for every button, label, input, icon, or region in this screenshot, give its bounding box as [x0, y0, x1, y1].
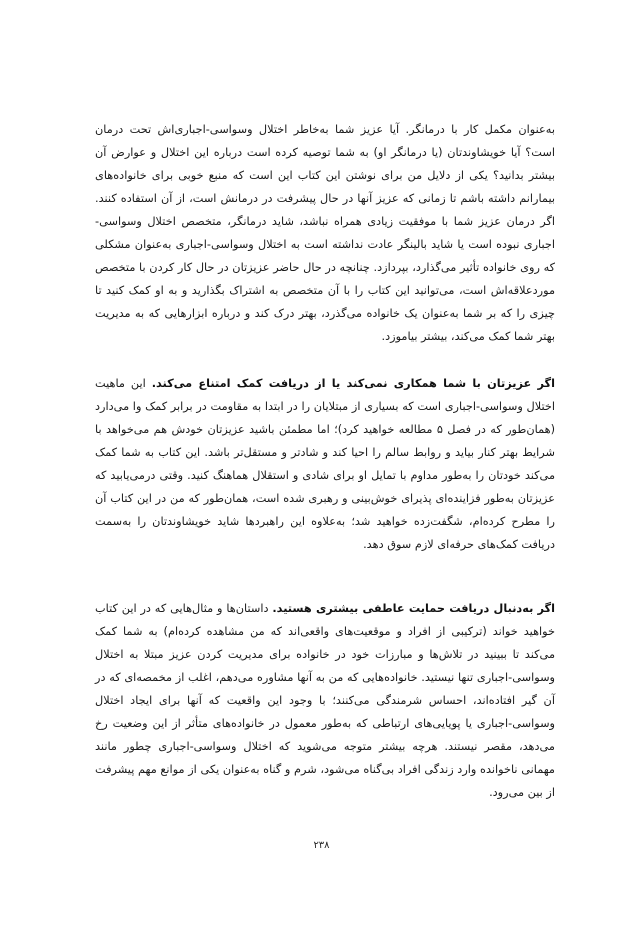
- paragraph-lead: اگر عزیزتان با شما همکاری نمی‌کند یا از دریافت کمک امتناع می‌کند.: [151, 377, 555, 390]
- paragraph-therapist-supplement: [95, 118, 555, 348]
- paragraph-lead: اگر به‌دنبال دریافت حمایت عاطفی بیشتری هستید.: [272, 602, 555, 615]
- page-number: ۲۳۸: [313, 840, 330, 851]
- paragraph-uncooperative-relative: [95, 372, 555, 556]
- paragraph-body: داستان‌ها و مثال‌هایی که در این کتاب خواهید خواند (ترکیبی از افراد و موقعیت‌های واقعی‌اند که من مشاهده کرده‌ام) به شما کمک می‌کند تا ببینید در تلاش‌ها و مبارزات خود در خانواده برای مدیریت کردن عزیز مبتلا به اختلال وسواسی-اجباری تنها نیستید. خانواده‌هایی که من به آنها مشاوره می‌دهم، اغلب از مخمصه‌ای که در آن گیر افتاده‌اند، احساس شرمندگی می‌کنند؛ با وجود این واقعیت که آنها برای ایجاد اختلال وسواسی-اجباری یا پویایی‌های ارتباطی که به‌طور معمول در خانواده‌های متأثر از این وضعیت رخ می‌دهد، مقصر نیستند. هرچه بیشتر متوجه می‌شوید که اختلال وسواسی-اجباری چطور مانند مهمانی ناخوانده وارد زندگی افراد بی‌گناه می‌شود، شرم و گناه به‌عنوان یکی از موانع مهم پیشرفت از بین می‌رود.: [95, 602, 555, 799]
- paragraph-body: به‌عنوان مکمل کار با درمانگر. آیا عزیز شما به‌خاطر اختلال وسواسی-اجباری‌اش تحت درمان است؟ آیا خویشاوندتان (یا درمانگر او) به شما توصیه کرده است درباره این اختلال و عوارض آن بیشتر بدانید؟ یکی از دلایل من برای نوشتن این کتاب این است که منبع خوبی برای خانواده‌های بیمارانم داشته باشم تا زمانی که عزیز آنها در حال پیشرفت در درمانش است، از آن استفاده کنند. اگر درمان عزیز شما با موفقیت زیادی همراه نباشد، شاید درمانگر، متخصص اختلال وسواسی-اجباری نبوده است یا شاید بالینگر عادت نداشته است به اختلال وسواسی-اجباری به‌عنوان مشکلی که روی خانواده تأثیر می‌گذارد، بپردازد. چنانچه در حال حاضر عزیزتان در حال کار کردن با متخصص موردعلاقه‌اش است، می‌توانید این کتاب را با آن متخصص به اشتراک بگذارید و به او کمک کنید تا چیزی را که بر شما به‌عنوان یک خانواده می‌گذرد، بهتر درک کند و درباره ابزارهایی که به مدیریت بهتر شما کمک می‌کند، بیشتر بیاموزد.: [95, 123, 555, 343]
- paragraph-emotional-support: [95, 597, 555, 804]
- paragraph-body: این ماهیت اختلال وسواسی-اجباری است که بسیاری از مبتلایان را در ابتدا به مقاومت در برابر کمک وا می‌دارد (همان‌طور که در فصل ۵ مطالعه خواهید کرد)؛ اما مطمئن باشید عزیزتان خودش هم می‌خواهد با شرایط بهتر کنار بیاید و روابط سالم را احیا کند و شادتر و مستقل‌تر باشد. این کتاب به شما کمک می‌کند خودتان را به‌طور مداوم با تمایل او برای شادی و استقلال هماهنگ کنید. وقتی درمی‌یابید که عزیزتان به‌طور فزاینده‌ای پذیرای خوش‌بینی و رهبری شده است، همان‌طور که من در این کتاب آن را مطرح کرده‌ام، شگفت‌زده خواهید شد؛ به‌علاوه این راهبردها شاید خویشاوندتان را به‌سمت دریافت کمک‌های حرفه‌ای لازم سوق دهد.: [95, 377, 555, 551]
